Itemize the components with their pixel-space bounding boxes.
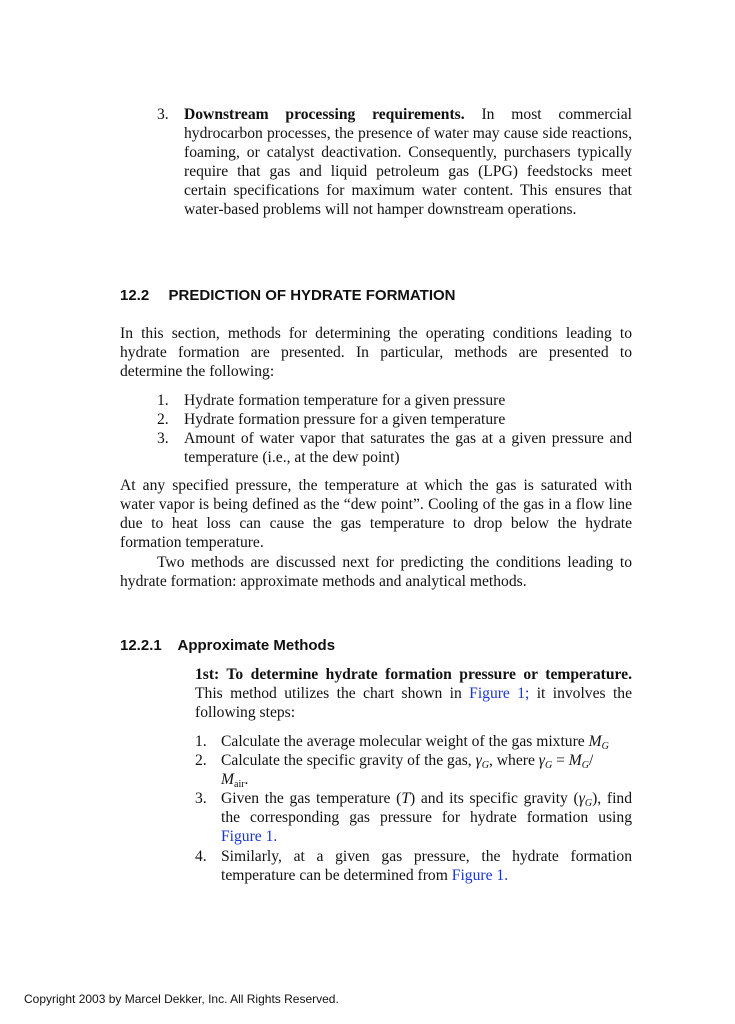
step-text: , where — [489, 752, 535, 770]
section-number: 12.2 — [120, 287, 150, 304]
subsection-heading — [120, 636, 335, 655]
list-item — [120, 391, 632, 410]
math-symbol: M — [588, 733, 602, 750]
step-text: Similarly, at a given gas pressure, the hydrate formation temperature can be determined from — [221, 847, 632, 884]
math-symbol: M — [568, 752, 582, 770]
math-subscript: G — [581, 760, 590, 772]
list-number: 2. — [195, 752, 207, 770]
math-subscript: G — [584, 798, 593, 810]
approximate-methods-lead — [195, 665, 632, 722]
list-item-text — [184, 105, 632, 220]
figure-1-link[interactable]: Figure 1; — [469, 685, 530, 703]
math-subscript: G — [544, 760, 553, 772]
list-number: 3. — [195, 790, 207, 808]
list-number: 3. — [157, 106, 169, 123]
punctuation: . — [244, 771, 249, 789]
section-intro-paragraph: In this section, methods for determining the operating conditions leading to hydrate formation are presented. In particular, methods are presented to determine the following: — [120, 325, 632, 381]
list-item — [195, 789, 632, 846]
step-text: Calculate the average molecular weight of the gas mixture — [221, 733, 585, 750]
list-number: 4. — [195, 847, 207, 865]
list-item-text: Amount of water vapor that saturates the gas at a given pressure and temperature (i.e., at the dew point) — [184, 430, 632, 467]
bold-label: 1st: To determine hydrate formation pressure or temperature. — [195, 666, 632, 683]
math-subscript: air — [234, 779, 245, 791]
bold-label: Downstream processing requirements. — [184, 106, 465, 123]
step-text: ), find the corresponding gas pressure for hydrate formation using — [221, 790, 632, 827]
subsection-title: Approximate Methods — [177, 637, 336, 654]
math-symbol: T — [401, 790, 411, 808]
section-heading — [120, 286, 455, 305]
numbered-list — [120, 391, 632, 467]
list-item-downstream — [120, 105, 632, 220]
list-item-text: Hydrate formation pressure for a given temperature — [184, 411, 506, 428]
section-title: PREDICTION OF HYDRATE FORMATION — [168, 287, 456, 304]
list-item — [195, 847, 632, 885]
math-symbol: γ — [578, 790, 585, 808]
list-number: 2. — [157, 411, 169, 428]
step-text: Given the gas temperature ( — [221, 790, 402, 808]
copyright-notice: Copyright 2003 by Marcel Dekker, Inc. All Rights Reserved. — [24, 992, 339, 1006]
steps-list — [195, 732, 632, 885]
step-text: ) and its specific gravity ( — [410, 790, 579, 808]
paragraph-text: In most commercial hydrocarbon processes, the presence of water may cause side reactions, foaming, or catalyst deactivation. Consequently, purchasers typically require that gas and liquid petroleum gas (LPG) feedstocks meet certain specifications for maximum water content. This ensures that water-based problems will not hamper downstream operations. — [184, 106, 632, 219]
math-subscript: G — [481, 760, 489, 772]
math-subscript: G — [601, 741, 609, 752]
paragraph-text: This method utilizes the chart shown in — [195, 685, 462, 703]
subsection-number: 12.2.1 — [120, 637, 162, 654]
figure-1-link[interactable]: Figure 1. — [221, 828, 278, 846]
math-symbol: M — [221, 771, 234, 789]
figure-1-link[interactable]: Figure 1. — [451, 866, 509, 884]
list-item-text: Hydrate formation temperature for a given pressure — [184, 392, 506, 409]
math-symbol: γ — [538, 752, 545, 770]
list-item — [120, 429, 632, 467]
list-number: 3. — [157, 430, 169, 447]
dew-point-paragraph: At any specified pressure, the temperature at which the gas is saturated with water vapor is being defined as the “dew point”. Cooling of the gas in a flow line due to heat loss can cause the gas temperature to drop below the hydrate formation temperature. — [120, 477, 632, 552]
methods-paragraph: Two methods are discussed next for predicting the conditions leading to hydrate formation: approximate methods and analytical methods. — [120, 554, 632, 591]
list-item — [195, 732, 632, 751]
list-number: 1. — [157, 392, 169, 409]
step-text: Calculate the specific gravity of the gas, — [221, 752, 472, 770]
paragraph-text: it involves the following steps: — [195, 685, 632, 722]
list-item — [120, 410, 632, 429]
math-symbol: γ — [475, 752, 482, 770]
math-operator: / — [589, 752, 594, 770]
list-number: 1. — [195, 733, 207, 750]
list-item — [195, 751, 632, 789]
math-operator: = — [552, 752, 569, 770]
